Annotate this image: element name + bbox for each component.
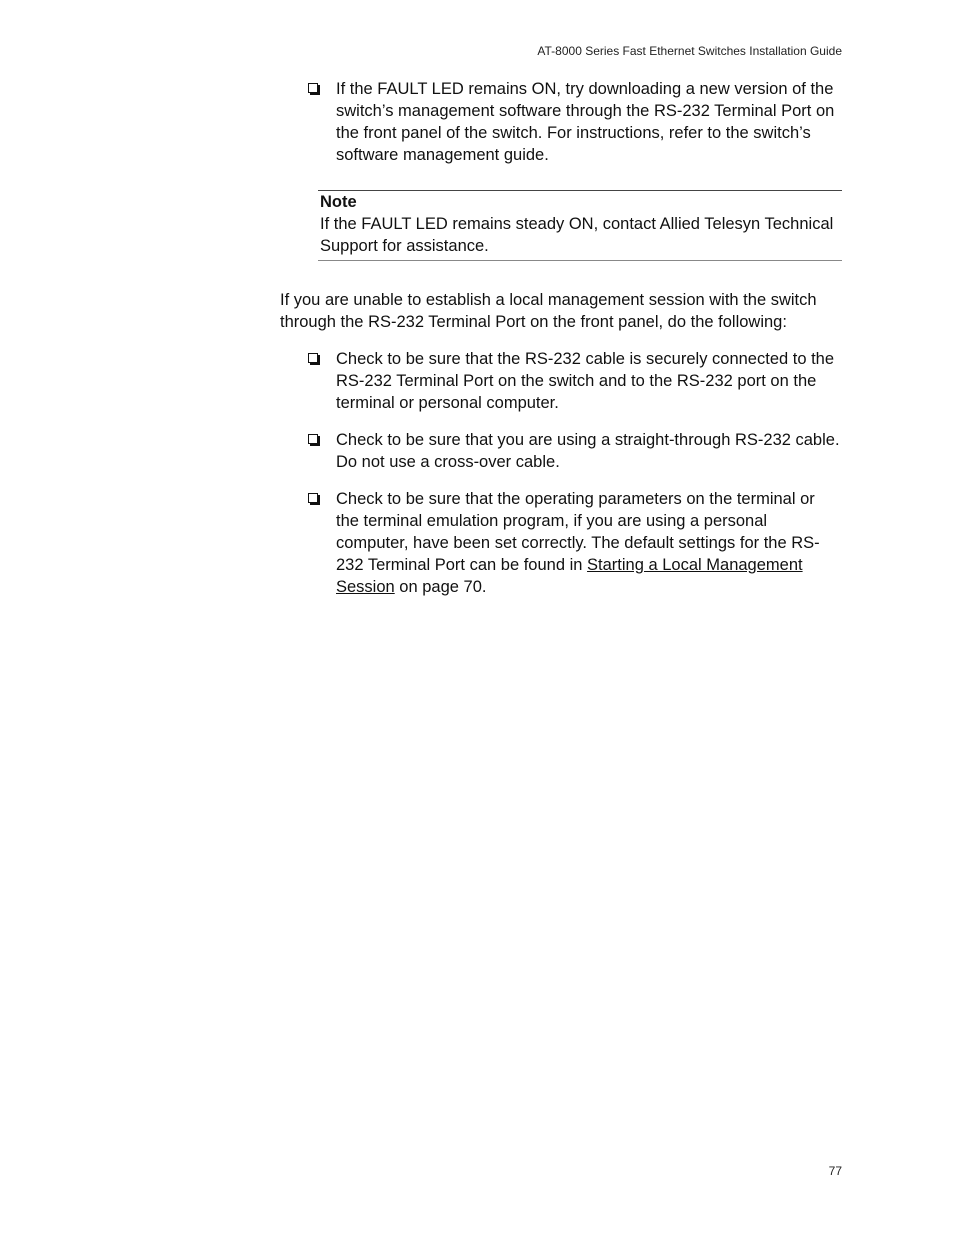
checkbox-bullet-icon bbox=[308, 353, 318, 363]
bullet-text: Check to be sure that you are using a straight-through RS-232 cable. Do not use a cross-over cable. bbox=[336, 431, 840, 471]
checkbox-bullet-icon bbox=[308, 434, 318, 444]
running-header: AT-8000 Series Fast Ethernet Switches Installation Guide bbox=[537, 44, 842, 58]
bullet-straight-through-cable bbox=[280, 429, 842, 473]
bullet-text: If the FAULT LED remains ON, try downloading a new version of the switch’s management software through the RS-232 Terminal Port on the front panel of the switch. For instructions, refer to the switch’s software management guide. bbox=[336, 80, 835, 164]
page-number: 77 bbox=[828, 1164, 842, 1178]
starting-local-session-link[interactable]: Starting a Local Management Session bbox=[336, 556, 803, 596]
note-title: Note bbox=[320, 193, 357, 211]
note-body: If the FAULT LED remains steady ON, contact Allied Telesyn Technical Support for assistance. bbox=[320, 215, 834, 255]
bullet-operating-parameters bbox=[280, 488, 842, 598]
note-box bbox=[318, 190, 842, 261]
checkbox-bullet-icon bbox=[308, 493, 318, 503]
bullet-text: Check to be sure that the operating parameters on the terminal or the terminal emulation program, if you are using a personal computer, have been set correctly. The default settings for the RS-232 Terminal Port can be found in bbox=[336, 490, 820, 574]
bullet-text-suffix: on page 70. bbox=[394, 578, 487, 596]
bullet-text: Check to be sure that the RS-232 cable is securely connected to the RS-232 Terminal Port on the switch and to the RS-232 port on the terminal or personal computer. bbox=[336, 350, 835, 412]
bullet-fault-led bbox=[280, 78, 842, 166]
page-content bbox=[280, 78, 842, 598]
bullet-cable-connection bbox=[280, 348, 842, 414]
intro-paragraph: If you are unable to establish a local management session with the switch through the RS-232 Terminal Port on the front panel, do the following: bbox=[280, 291, 817, 331]
checkbox-bullet-icon bbox=[308, 83, 318, 93]
